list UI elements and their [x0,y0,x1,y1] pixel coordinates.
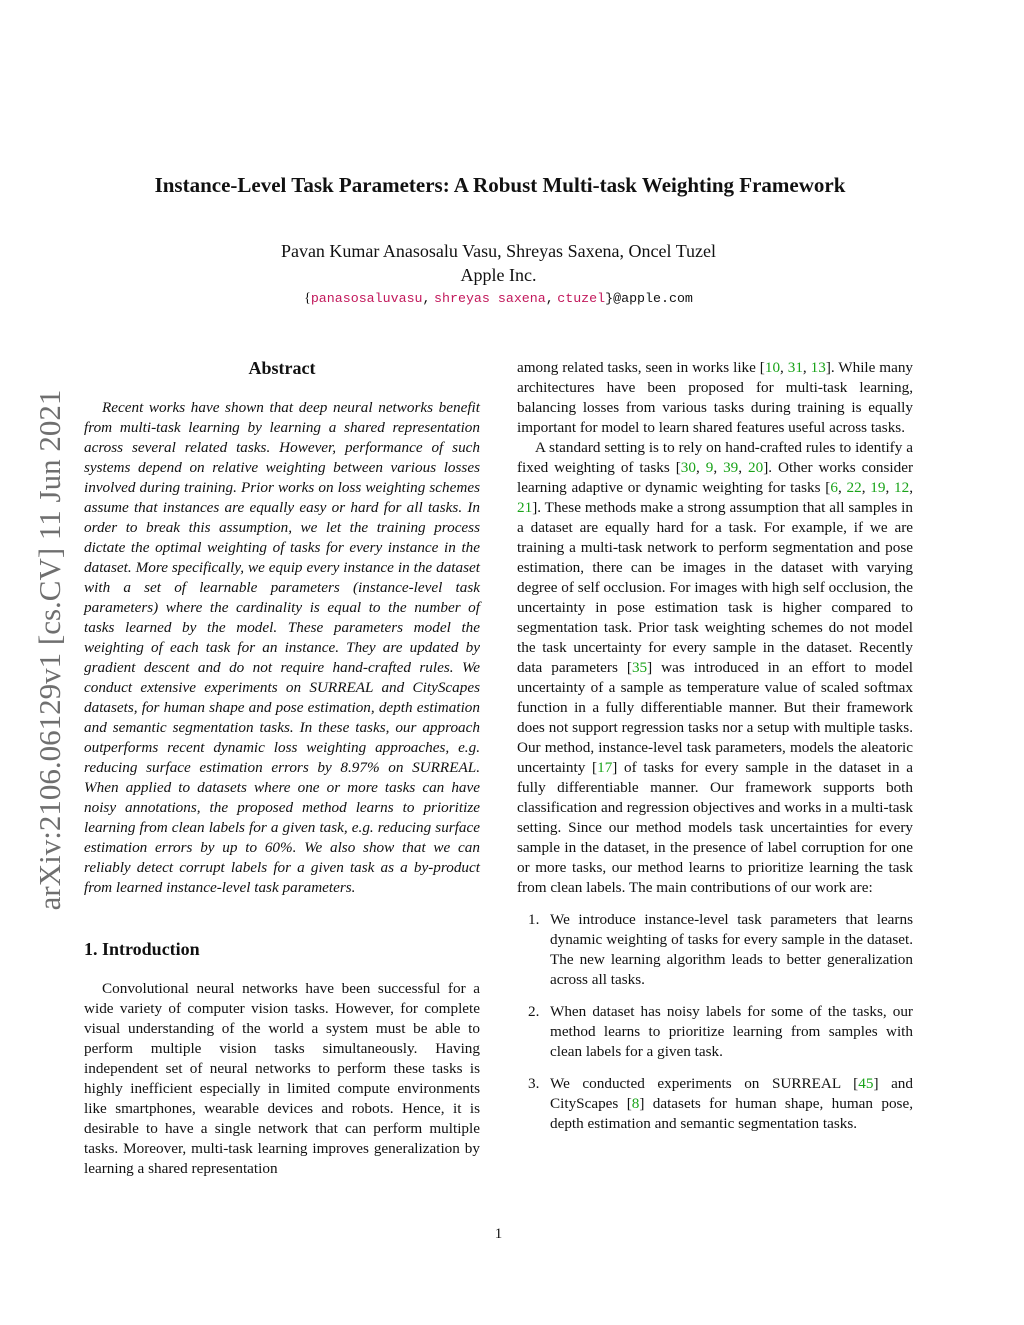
abstract-text: Recent works have shown that deep neural networks benefit from multi-task learning by learning a shared representation across several related tasks. However, performance of such systems depend on relative weighting between various losses involved during training. Prior works on loss weighting schemes assume that instances are equally easy or hard for all tasks. In order to break this assumption, we let the training process dictate the optimal weighting of tasks for every instance in the dataset. More specifically, we equip every instance in the dataset with a set of learnable parameters (instance-level task parameters) where the cardinality is equal to the number of tasks learned by the model. These parameters model the weighting of each task for an instance. They are updated by gradient descent and do not require hand-crafted rules. We conduct extensive experiments on SURREAL and CityScapes datasets, for human shape and pose estimation, depth estimation and semantic segmentation tasks. In these tasks, our approach outperforms recent dynamic loss weighting approaches, e.g. reducing surface estimation errors by 8.97% on SURREAL. When applied to datasets where one or more tasks can have noisy annotations, the proposed method learns to prioritize learning from clean labels for a given task, e.g. reducing surface estimation errors by up to 60%. We also show that we can reliably detect corrupt labels for a given task as a by-product from learned instance-level task parameters. [84,399,480,896]
page-number: 1 [494,1226,503,1242]
left-column [84,358,480,1179]
text-span: among related tasks, seen in works like [ [517,359,765,376]
citation-separator: , [885,479,895,496]
citation-link[interactable]: 6 [830,479,838,496]
email-open-brace: { [304,291,311,306]
list-item [517,1002,913,1062]
citation-separator: , [780,359,788,376]
abstract-heading: Abstract [248,358,316,378]
intro-paragraph-1: Convolutional neural networks have been successful for a wide variety of computer vision tasks. However, for complete visual understanding of the world a system must be able to perform multiple vision tasks simultaneously. Having independent set of neural networks to perform these tasks is highly inefficient especially in limited compute environments like smartphones, wearable devices and robots. Hence, it is desirable to have a single network that can perform multiple tasks. Moreover, multi-task learning improves generalization by learning a shared representation [84,980,480,1177]
list-number: 2. [528,1003,540,1020]
email-domain: }@apple.com [605,291,693,306]
citation-link[interactable]: 9 [705,459,714,476]
email-link-shreyas-saxena[interactable]: shreyas saxena [434,291,546,306]
author-emails [0,291,997,307]
list-item [517,1074,913,1134]
list-item-text: When dataset has noisy labels for some of the tasks, our method learns to prioritize learning from samples with clean labels for a given task. [550,1003,913,1060]
citation-link[interactable]: 12 [894,479,910,496]
citation-link[interactable]: 10 [764,359,781,376]
text-span: ] of tasks for every sample in the dataset in a fully differentiable manner. Our framework supports both classification and regression objectives and works in a multi-task setting. Since our method models task uncertainties for every sample in the dataset, in the presence of label corruption for one or more tasks, our method learns to prioritize learning the task from clean labels. The main contributions of our work are: [517,759,913,896]
text-span: ]. While many architectures have been proposed for multi-task learning, balancing losses from various tasks during training is equally important for model to learn shared features useful across tasks. [517,359,914,436]
email-link-ctuzel[interactable]: ctuzel [557,291,606,306]
citation-separator: , [909,479,914,496]
list-item [517,910,913,990]
text-span: We conducted experiments on SURREAL [ [550,1075,859,1092]
citation-link[interactable]: 21 [517,499,533,516]
citation-link[interactable]: 20 [748,459,764,476]
right-column [517,358,913,1146]
citation-link[interactable]: 39 [723,459,739,476]
citation-separator: , [738,459,749,476]
introduction-heading: 1. Introduction [84,939,200,959]
list-number: 3. [528,1075,540,1092]
text-span: ]. Other works consider learning adaptive or dynamic weighting for tasks [ [517,459,914,496]
citation-separator: , [837,479,847,496]
text-span: ] was introduced in an effort to model uncertainty of a sample as temperature value of scaled softmax function in a fully differentiable manner. But their framework does not support regression tasks nor a setup with multiple tasks. Our method, instance-level task parameters, models the aleatoric uncertainty [ [517,659,914,776]
citation-link[interactable]: 8 [631,1095,640,1112]
citation-link[interactable]: 13 [810,359,826,376]
list-number: 1. [528,911,540,928]
citation-link[interactable]: 31 [787,359,803,376]
citation-separator: , [802,359,811,376]
author-list: Pavan Kumar Anasosalu Vasu, Shreyas Saxena, Oncel Tuzel [280,241,717,261]
email-separator: , [545,291,554,306]
citation-link[interactable]: 45 [858,1075,874,1092]
citation-link[interactable]: 35 [631,659,648,676]
citation-separator: , [695,459,706,476]
text-span: ]. These methods make a strong assumption that all samples in a dataset are equally hard for a task. For example, if we are training a multi-task network to perform segmentation and pose estimation, there can be images in the dataset with varying degree of self occlusion. For images with high self occlusion, the uncertainty in pose estimation task is higher compared to segmentation task. Prior task weighting schemes do not model the task uncertainty for every sample in the dataset. Recently data parameters [ [517,499,913,676]
arxiv-stamp: arXiv:2106.06129v1 [cs.CV] 11 Jun 2021 [32,389,67,911]
affiliation: Apple Inc. [460,265,537,285]
citation-link[interactable]: 17 [597,759,613,776]
intro-paragraph-1-continued [517,358,913,438]
contributions-list [517,910,913,1134]
text-span: A standard setting is to rely on hand-crafted rules to identify a fixed weighting of tasks [ [517,439,913,476]
citation-separator: , [713,459,724,476]
citation-link[interactable]: 22 [846,479,862,496]
email-separator: , [422,291,431,306]
email-link-panasosaluvasu[interactable]: panasosaluvasu [310,291,423,306]
citation-link[interactable]: 30 [680,459,696,476]
text-span: ] datasets for human shape, human pose, depth estimation and semantic segmentation tasks. [550,1095,913,1132]
citation-link[interactable]: 19 [870,479,886,496]
paper-title: Instance-Level Task Parameters: A Robust Multi-task Weighting Framework [154,173,846,197]
intro-paragraph-2 [517,438,913,898]
citation-separator: , [861,479,871,496]
list-item-text: We introduce instance-level task parameters that learns dynamic weighting of tasks for every sample in the dataset. The new learning algorithm leads to better generalization across all tasks. [550,911,913,988]
text-span: ] and CityScapes [ [550,1075,913,1112]
